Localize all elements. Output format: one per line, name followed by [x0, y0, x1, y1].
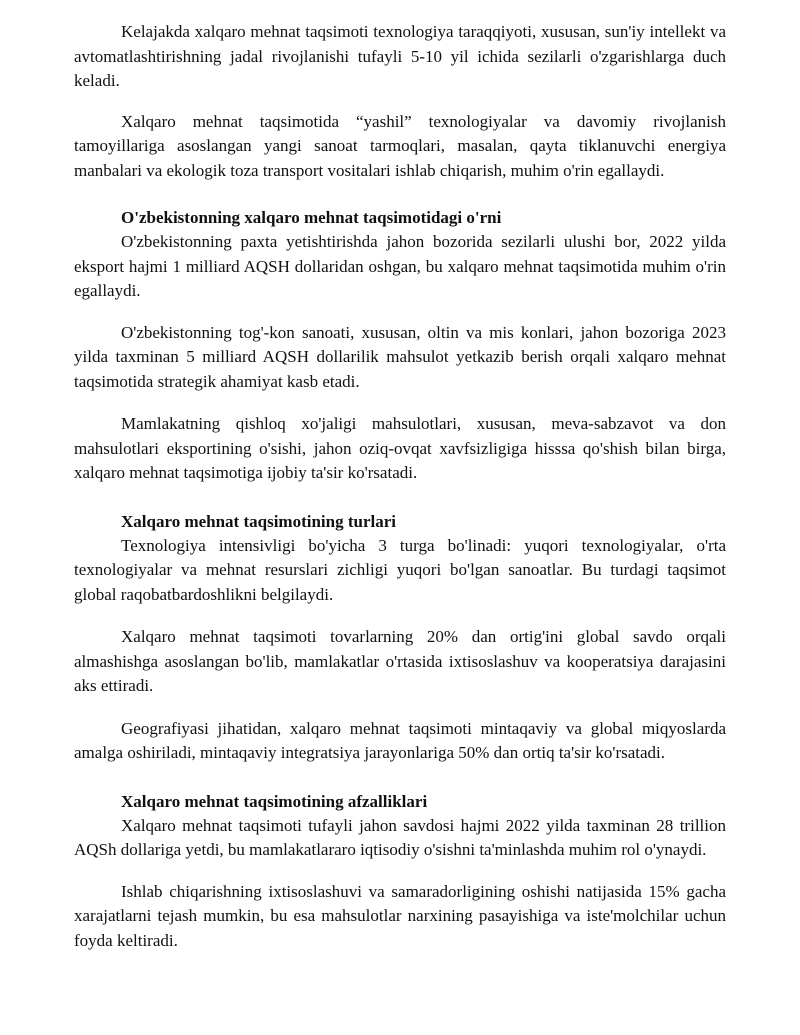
types-paragraph-3: Geografiyasi jihatidan, xalqaro mehnat taqsimoti mintaqaviy va global miqyoslarda amalga oshiriladi, mintaqaviy integratsiya jarayonlariga 50% dan ortiq ta'sir ko'rsatadi. — [74, 718, 726, 762]
types-paragraph-1: Texnologiya intensivligi bo'yicha 3 turga bo'linadi: yuqori texnologiyalar, o'rta texnologiyalar va mehnat resurslari zichligi yuqori bo'lgan sanoatlar. Bu turdagi taqsimot global raqobatbardoshlikni belgilaydi. — [74, 535, 726, 604]
intro-paragraph-2: Xalqaro mehnat taqsimotida “yashil” texnologiyalar va davomiy rivojlanish tamoyillariga asoslangan yangi sanoat tarmoqlari, masalan, qayta tiklanuvchi energiya manbalari va ekologik toza transport vositalari ishlab chiqarish, muhim o'rin egallaydi. — [74, 111, 726, 180]
advantages-paragraph-1: Xalqaro mehnat taqsimoti tufayli jahon savdosi hajmi 2022 yilda taxminan 28 trillion AQSh dollariga yetdi, bu mamlakatlararo iqtisodiy o'sishni ta'minlashda muhim rol o'ynaydi. — [74, 815, 726, 859]
uzbekistan-paragraph-3: Mamlakatning qishloq xo'jaligi mahsulotlari, xususan, meva-sabzavot va don mahsulotlari eksportining o'sishi, jahon oziq-ovqat xavfsizligiga hisssa qo'shish bilan birga, xalqaro mehnat taqsimotiga ijobiy ta'sir ko'rsatadi. — [74, 414, 726, 482]
section-heading-advantages: Xalqaro mehnat taqsimotining afzalliklari — [121, 791, 428, 811]
uzbekistan-paragraph-2: O'zbekistonning tog'-kon sanoati, xususan, oltin va mis konlari, jahon bozoriga 2023 yilda taxminan 5 milliard AQSH dollarilik mahsulot yetkazib berish orqali xalqaro mehnat taqsimotida strategik ahamiyat kasb etadi. — [74, 322, 726, 391]
types-paragraph-2: Xalqaro mehnat taqsimoti tovarlarning 20% dan ortig'ini global savdo orqali almashishga asoslangan bo'lib, mamlakatlar o'rtasida ixtisoslashuv va kooperatsiya darajasini aks ettiradi. — [74, 627, 726, 695]
document-page — [74, 20, 726, 953]
section-heading-types: Xalqaro mehnat taqsimotining turlari — [121, 511, 397, 531]
section-heading-uzbekistan: O'zbekistonning xalqaro mehnat taqsimotidagi o'rni — [121, 208, 502, 227]
uzbekistan-paragraph-1: O'zbekistonning paxta yetishtirishda jahon bozorida sezilarli ulushi bor, 2022 yilda eksport hajmi 1 milliard AQSH dollaridan oshgan, bu xalqaro mehnat taqsimotida muhim o'rin egallaydi. — [74, 232, 726, 300]
intro-paragraph-1: Kelajakda xalqaro mehnat taqsimoti texnologiya taraqqiyoti, xususan, sun'iy intellekt va avtomatlashtirishning jadal rivojlanishi tufayli 5-10 yil ichida sezilarli o'zgarishlarga duch keladi. — [74, 22, 726, 90]
advantages-paragraph-2: Ishlab chiqarishning ixtisoslashuvi va samaradorligining oshishi natijasida 15% gacha xarajatlarni tejash mumkin, bu esa mahsulotlar narxining pasayishiga va iste'molchilar uchun foyda keltiradi. — [74, 881, 726, 950]
